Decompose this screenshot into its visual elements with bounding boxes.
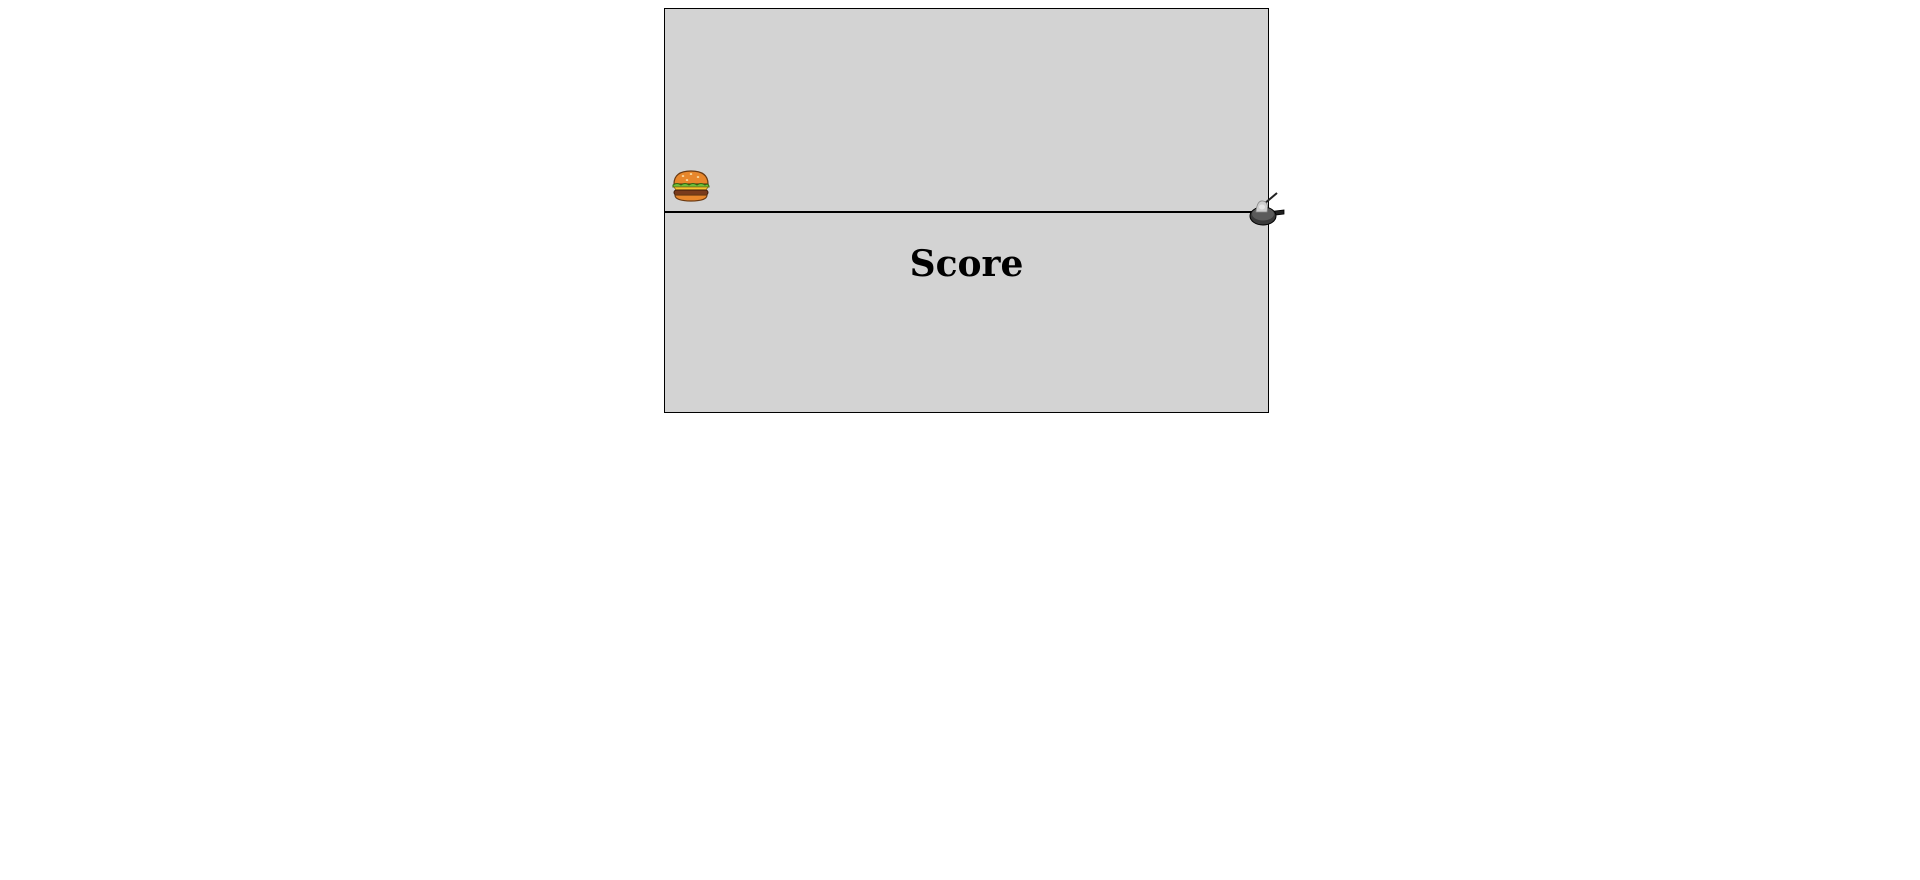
score-label: Score bbox=[909, 243, 1024, 285]
divider-line bbox=[665, 211, 1268, 213]
frying-pan-icon[interactable] bbox=[1247, 190, 1287, 230]
game-area[interactable] bbox=[664, 8, 1269, 413]
burger-icon bbox=[671, 169, 711, 203]
